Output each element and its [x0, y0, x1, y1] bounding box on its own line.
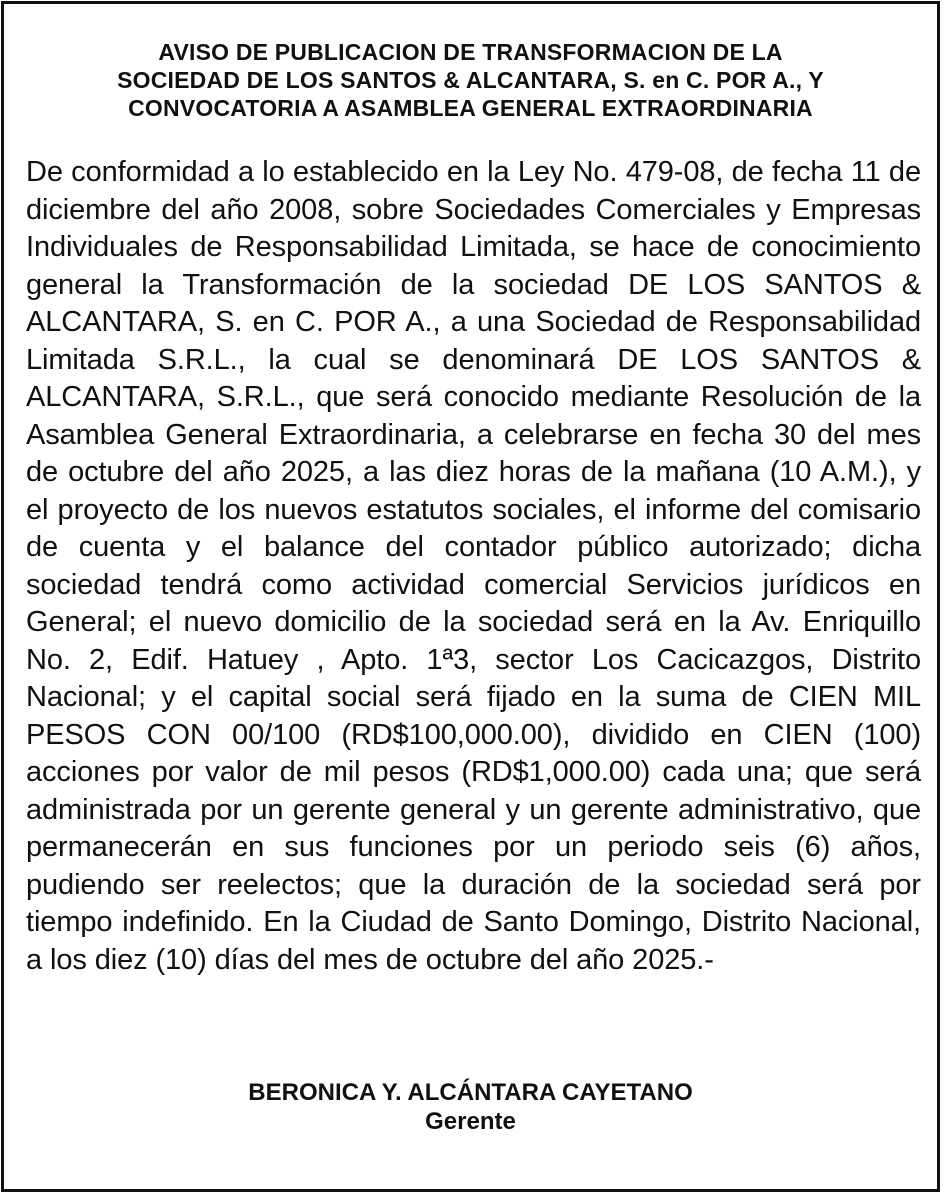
legal-notice	[1, 1, 940, 1192]
title-line-3: CONVOCATORIA A ASAMBLEA GENERAL EXTRAORDINARIA	[128, 95, 813, 121]
signature-block	[24, 1078, 917, 1136]
signatory-role: Gerente	[425, 1108, 516, 1135]
title-line-2: SOCIEDAD DE LOS SANTOS & ALCANTARA, S. en C. POR A., Y	[117, 67, 824, 93]
signatory-name: BERONICA Y. ALCÁNTARA CAYETANO	[248, 1079, 693, 1106]
title-line-1: AVISO DE PUBLICACION DE TRANSFORMACION DE LA	[158, 39, 783, 65]
notice-body: De conformidad a lo establecido en la Ley No. 479-08, de fecha 11 de diciembre del año 2008, sobre Sociedades Comerciales y Empresas Individuales de Responsabilidad Limitada, se hace de conocimiento general la Transformación de la sociedad DE LOS SANTOS & ALCANTARA, S. en C. POR A., a una Sociedad de Responsabilidad Limitada S.R.L., la cual se denominará DE LOS SANTOS & ALCANTARA, S.R.L., que será conocido mediante Resolución de la Asamblea General Extraordinaria, a celebrarse en fecha 30 del mes de octubre del año 2025, a las diez horas de la mañana (10 A.M.), y el proyecto de los nuevos estatutos sociales, el informe del comisario de cuenta y el balance del contador público autorizado; dicha sociedad tendrá como actividad comercial Servicios jurídicos en General; el nuevo domicilio de la sociedad será en la Av. Enriquillo No. 2, Edif. Hatuey , Apto. 1ª3, sector Los Cacicazgos, Distrito Nacional; y el capital social será fijado en la suma de CIEN MIL PESOS CON 00/100 (RD$100,000.00), dividido en CIEN (100) acciones por valor de mil pesos (RD$1,000.00) cada una; que será administrada por un gerente general y un gerente administrativo, que permanecerán en sus funciones por un periodo seis (6) años, pudiendo ser reelectos; que la duración de la sociedad será por tiempo indefinido. En la Ciudad de Santo Domingo, Distrito Nacional, a los diez (10) días del mes de octubre del año 2025.-	[26, 156, 921, 976]
notice-title	[24, 38, 917, 122]
